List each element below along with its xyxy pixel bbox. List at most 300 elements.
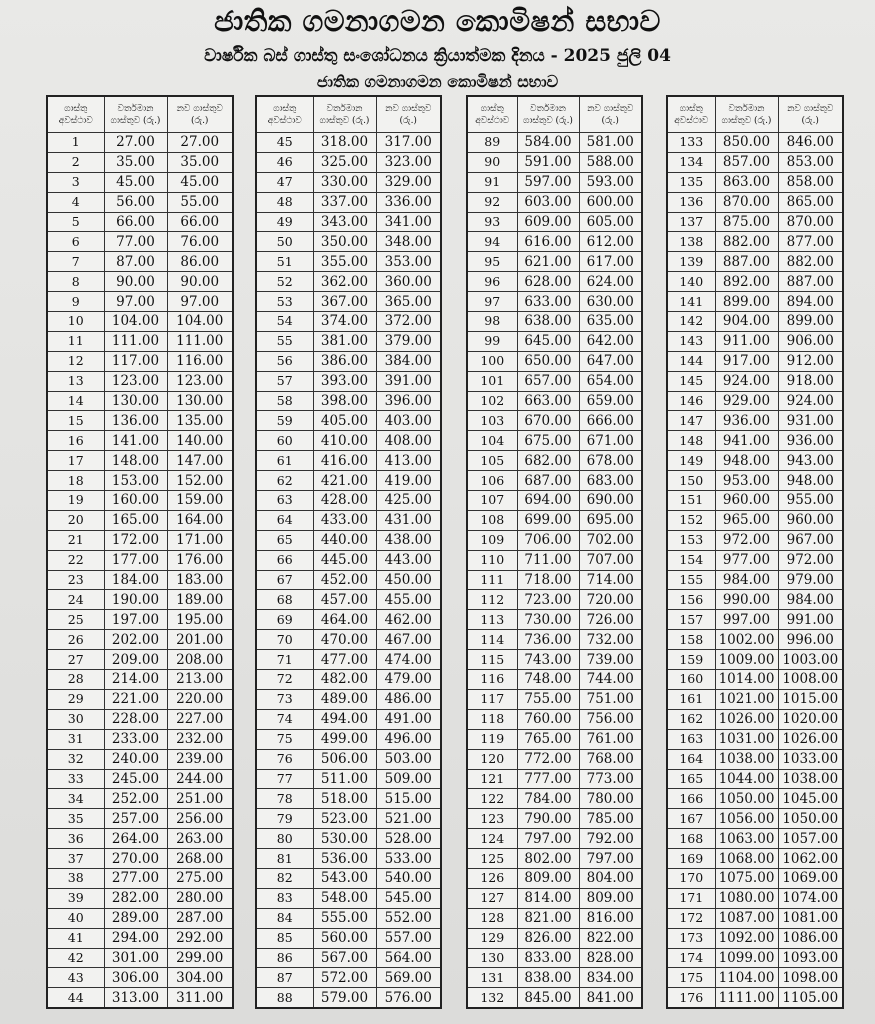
table-row xyxy=(667,292,843,312)
fare-stage-cell: 93 xyxy=(467,212,517,232)
current-fare-cell: 1104.00 xyxy=(715,968,778,988)
fare-stage-cell: 81 xyxy=(256,849,313,869)
table-row xyxy=(47,232,233,252)
new-fare-cell: 828.00 xyxy=(579,948,642,968)
new-fare-cell: 564.00 xyxy=(376,948,441,968)
fare-stage-cell: 11 xyxy=(47,331,104,351)
table-row xyxy=(256,232,441,252)
fare-stage-cell: 26 xyxy=(47,630,104,650)
column-header-stage: ගාස්තු අවස්ථාව xyxy=(47,96,104,133)
table-row xyxy=(667,868,843,888)
new-fare-cell: 960.00 xyxy=(778,510,843,530)
current-fare-cell: 904.00 xyxy=(715,312,778,332)
table-row xyxy=(47,868,233,888)
fare-stage-cell: 82 xyxy=(256,868,313,888)
fare-stage-cell: 104 xyxy=(467,431,517,451)
table-row xyxy=(667,570,843,590)
fare-stage-cell: 126 xyxy=(467,868,517,888)
new-fare-cell: 353.00 xyxy=(376,252,441,272)
current-fare-cell: 706.00 xyxy=(517,530,579,550)
new-fare-cell: 943.00 xyxy=(778,451,843,471)
new-fare-cell: 413.00 xyxy=(376,451,441,471)
table-row xyxy=(467,829,642,849)
new-fare-cell: 268.00 xyxy=(167,849,233,869)
table-row xyxy=(667,769,843,789)
table-row xyxy=(467,292,642,312)
new-fare-cell: 159.00 xyxy=(167,491,233,511)
table-row xyxy=(47,789,233,809)
table-row xyxy=(667,491,843,511)
table-row xyxy=(467,331,642,351)
current-fare-cell: 633.00 xyxy=(517,292,579,312)
new-fare-cell: 365.00 xyxy=(376,292,441,312)
new-fare-cell: 1069.00 xyxy=(778,868,843,888)
current-fare-cell: 1056.00 xyxy=(715,809,778,829)
fare-stage-cell: 103 xyxy=(467,411,517,431)
table-row xyxy=(256,570,441,590)
fare-stage-cell: 62 xyxy=(256,471,313,491)
new-fare-cell: 123.00 xyxy=(167,371,233,391)
current-fare-cell: 66.00 xyxy=(104,212,167,232)
current-fare-cell: 892.00 xyxy=(715,272,778,292)
current-fare-cell: 381.00 xyxy=(313,331,376,351)
new-fare-cell: 292.00 xyxy=(167,928,233,948)
fare-stage-cell: 174 xyxy=(667,948,715,968)
table-row xyxy=(47,252,233,272)
table-row xyxy=(667,948,843,968)
current-fare-cell: 857.00 xyxy=(715,152,778,172)
page-subtitle: වාර්ෂික බස් ගාස්තු සංශෝධනය ක්‍රියාත්මක දිනය - 2025 ජුලි 04 xyxy=(204,46,671,66)
fare-stage-cell: 133 xyxy=(667,133,715,153)
fare-stage-cell: 119 xyxy=(467,729,517,749)
current-fare-cell: 821.00 xyxy=(517,908,579,928)
current-fare-cell: 797.00 xyxy=(517,829,579,849)
current-fare-cell: 148.00 xyxy=(104,451,167,471)
new-fare-cell: 171.00 xyxy=(167,530,233,550)
table-row xyxy=(467,988,642,1008)
current-fare-cell: 965.00 xyxy=(715,510,778,530)
fare-stage-cell: 52 xyxy=(256,272,313,292)
new-fare-cell: 244.00 xyxy=(167,769,233,789)
current-fare-cell: 104.00 xyxy=(104,312,167,332)
table-row xyxy=(47,212,233,232)
current-fare-cell: 777.00 xyxy=(517,769,579,789)
new-fare-cell: 732.00 xyxy=(579,630,642,650)
current-fare-cell: 214.00 xyxy=(104,670,167,690)
page-subtitle-secondary: ජාතික ගමනාගමන කොමිෂන් සභාව xyxy=(316,72,559,91)
table-row xyxy=(256,868,441,888)
new-fare-cell: 569.00 xyxy=(376,968,441,988)
table-row xyxy=(467,610,642,630)
current-fare-cell: 35.00 xyxy=(104,152,167,172)
table-row xyxy=(47,968,233,988)
table-row xyxy=(256,292,441,312)
fare-stage-cell: 169 xyxy=(667,849,715,869)
fare-stage-cell: 131 xyxy=(467,968,517,988)
current-fare-cell: 718.00 xyxy=(517,570,579,590)
fare-stage-cell: 23 xyxy=(47,570,104,590)
table-row xyxy=(256,789,441,809)
new-fare-cell: 1038.00 xyxy=(778,769,843,789)
table-row xyxy=(467,928,642,948)
current-fare-cell: 289.00 xyxy=(104,908,167,928)
fare-stage-cell: 170 xyxy=(667,868,715,888)
current-fare-cell: 489.00 xyxy=(313,689,376,709)
table-row xyxy=(467,968,642,988)
fare-stage-cell: 158 xyxy=(667,630,715,650)
fare-table-1 xyxy=(46,95,234,1009)
fare-stage-cell: 44 xyxy=(47,988,104,1008)
current-fare-cell: 882.00 xyxy=(715,232,778,252)
column-header-current-fare: වර්තමාන ගාස්තුව (රු.) xyxy=(313,96,376,133)
fare-stage-cell: 9 xyxy=(47,292,104,312)
table-row xyxy=(467,192,642,212)
table-row xyxy=(467,689,642,709)
fare-stage-cell: 67 xyxy=(256,570,313,590)
table-row xyxy=(47,491,233,511)
new-fare-cell: 858.00 xyxy=(778,172,843,192)
new-fare-cell: 780.00 xyxy=(579,789,642,809)
fare-stage-cell: 71 xyxy=(256,650,313,670)
table-row xyxy=(47,630,233,650)
current-fare-cell: 960.00 xyxy=(715,491,778,511)
fare-stage-cell: 19 xyxy=(47,491,104,511)
fare-table-3 xyxy=(466,95,643,1009)
new-fare-cell: 887.00 xyxy=(778,272,843,292)
table-row xyxy=(467,729,642,749)
new-fare-cell: 593.00 xyxy=(579,172,642,192)
current-fare-cell: 621.00 xyxy=(517,252,579,272)
fare-stage-cell: 21 xyxy=(47,530,104,550)
current-fare-cell: 393.00 xyxy=(313,371,376,391)
column-header-current-fare: වර්තමාන ගාස්තුව (රු.) xyxy=(104,96,167,133)
current-fare-cell: 499.00 xyxy=(313,729,376,749)
fare-stage-cell: 40 xyxy=(47,908,104,928)
current-fare-cell: 172.00 xyxy=(104,530,167,550)
current-fare-cell: 663.00 xyxy=(517,391,579,411)
current-fare-cell: 650.00 xyxy=(517,351,579,371)
table-row xyxy=(256,729,441,749)
new-fare-cell: 183.00 xyxy=(167,570,233,590)
fare-stage-cell: 143 xyxy=(667,331,715,351)
fare-stage-cell: 114 xyxy=(467,630,517,650)
current-fare-cell: 355.00 xyxy=(313,252,376,272)
current-fare-cell: 772.00 xyxy=(517,749,579,769)
current-fare-cell: 1050.00 xyxy=(715,789,778,809)
table-row xyxy=(467,849,642,869)
fare-stage-cell: 43 xyxy=(47,968,104,988)
fare-stage-cell: 73 xyxy=(256,689,313,709)
current-fare-cell: 760.00 xyxy=(517,709,579,729)
current-fare-cell: 90.00 xyxy=(104,272,167,292)
current-fare-cell: 548.00 xyxy=(313,888,376,908)
fare-stage-cell: 27 xyxy=(47,650,104,670)
current-fare-cell: 1111.00 xyxy=(715,988,778,1008)
fare-stage-cell: 161 xyxy=(667,689,715,709)
table-row xyxy=(256,331,441,351)
current-fare-cell: 694.00 xyxy=(517,491,579,511)
new-fare-cell: 533.00 xyxy=(376,849,441,869)
table-row xyxy=(667,510,843,530)
fare-stage-cell: 83 xyxy=(256,888,313,908)
current-fare-cell: 1068.00 xyxy=(715,849,778,869)
new-fare-cell: 336.00 xyxy=(376,192,441,212)
table-row xyxy=(667,431,843,451)
new-fare-cell: 846.00 xyxy=(778,133,843,153)
fare-stage-cell: 15 xyxy=(47,411,104,431)
current-fare-cell: 165.00 xyxy=(104,510,167,530)
new-fare-cell: 1045.00 xyxy=(778,789,843,809)
fare-stage-cell: 164 xyxy=(667,749,715,769)
table-row xyxy=(467,212,642,232)
new-fare-cell: 726.00 xyxy=(579,610,642,630)
table-row xyxy=(667,371,843,391)
table-row xyxy=(667,670,843,690)
new-fare-cell: 912.00 xyxy=(778,351,843,371)
fare-stage-cell: 132 xyxy=(467,988,517,1008)
table-row xyxy=(256,272,441,292)
new-fare-cell: 1081.00 xyxy=(778,908,843,928)
new-fare-cell: 924.00 xyxy=(778,391,843,411)
table-row xyxy=(47,510,233,530)
new-fare-cell: 450.00 xyxy=(376,570,441,590)
table-row xyxy=(467,570,642,590)
table-row xyxy=(47,431,233,451)
new-fare-cell: 232.00 xyxy=(167,729,233,749)
current-fare-cell: 398.00 xyxy=(313,391,376,411)
new-fare-cell: 882.00 xyxy=(778,252,843,272)
table-row xyxy=(256,510,441,530)
current-fare-cell: 464.00 xyxy=(313,610,376,630)
new-fare-cell: 635.00 xyxy=(579,312,642,332)
current-fare-cell: 638.00 xyxy=(517,312,579,332)
current-fare-cell: 870.00 xyxy=(715,192,778,212)
fare-stage-cell: 102 xyxy=(467,391,517,411)
current-fare-cell: 591.00 xyxy=(517,152,579,172)
page-title: ජාතික ගමනාගමන කොමිෂන් සභාව xyxy=(214,4,661,38)
current-fare-cell: 257.00 xyxy=(104,809,167,829)
table-row xyxy=(47,709,233,729)
current-fare-cell: 445.00 xyxy=(313,550,376,570)
fare-stage-cell: 60 xyxy=(256,431,313,451)
fare-stage-cell: 80 xyxy=(256,829,313,849)
fare-stage-cell: 97 xyxy=(467,292,517,312)
table-row xyxy=(667,610,843,630)
current-fare-cell: 428.00 xyxy=(313,491,376,511)
fare-stage-cell: 146 xyxy=(667,391,715,411)
current-fare-cell: 56.00 xyxy=(104,192,167,212)
table-row xyxy=(47,769,233,789)
current-fare-cell: 130.00 xyxy=(104,391,167,411)
new-fare-cell: 841.00 xyxy=(579,988,642,1008)
current-fare-cell: 523.00 xyxy=(313,809,376,829)
fare-stage-cell: 106 xyxy=(467,471,517,491)
table-row xyxy=(667,650,843,670)
new-fare-cell: 773.00 xyxy=(579,769,642,789)
current-fare-cell: 506.00 xyxy=(313,749,376,769)
current-fare-cell: 723.00 xyxy=(517,590,579,610)
fare-stage-cell: 139 xyxy=(667,252,715,272)
new-fare-cell: 55.00 xyxy=(167,192,233,212)
current-fare-cell: 1092.00 xyxy=(715,928,778,948)
fare-stage-cell: 125 xyxy=(467,849,517,869)
fare-stage-cell: 84 xyxy=(256,908,313,928)
new-fare-cell: 948.00 xyxy=(778,471,843,491)
current-fare-cell: 826.00 xyxy=(517,928,579,948)
new-fare-cell: 201.00 xyxy=(167,630,233,650)
new-fare-cell: 1086.00 xyxy=(778,928,843,948)
current-fare-cell: 924.00 xyxy=(715,371,778,391)
table-row xyxy=(667,272,843,292)
fare-stage-cell: 3 xyxy=(47,172,104,192)
current-fare-cell: 421.00 xyxy=(313,471,376,491)
table-row xyxy=(467,789,642,809)
current-fare-cell: 264.00 xyxy=(104,829,167,849)
fare-stage-cell: 29 xyxy=(47,689,104,709)
table-row xyxy=(256,172,441,192)
table-row xyxy=(256,192,441,212)
new-fare-cell: 744.00 xyxy=(579,670,642,690)
table-row xyxy=(467,272,642,292)
fare-stage-cell: 151 xyxy=(667,491,715,511)
current-fare-cell: 833.00 xyxy=(517,948,579,968)
column-header-new-fare: නව ගාස්තුව (රු.) xyxy=(579,96,642,133)
new-fare-cell: 678.00 xyxy=(579,451,642,471)
fare-stage-cell: 18 xyxy=(47,471,104,491)
current-fare-cell: 386.00 xyxy=(313,351,376,371)
fare-stage-cell: 30 xyxy=(47,709,104,729)
fare-stage-cell: 109 xyxy=(467,530,517,550)
fare-stage-cell: 56 xyxy=(256,351,313,371)
fare-stage-cell: 48 xyxy=(256,192,313,212)
table-row xyxy=(47,908,233,928)
current-fare-cell: 616.00 xyxy=(517,232,579,252)
table-row xyxy=(467,590,642,610)
table-row xyxy=(667,849,843,869)
new-fare-cell: 671.00 xyxy=(579,431,642,451)
current-fare-cell: 136.00 xyxy=(104,411,167,431)
current-fare-cell: 1080.00 xyxy=(715,888,778,908)
current-fare-cell: 572.00 xyxy=(313,968,376,988)
current-fare-cell: 160.00 xyxy=(104,491,167,511)
table-row xyxy=(256,252,441,272)
fare-stage-cell: 88 xyxy=(256,988,313,1008)
current-fare-cell: 977.00 xyxy=(715,550,778,570)
table-row xyxy=(256,829,441,849)
current-fare-cell: 440.00 xyxy=(313,530,376,550)
new-fare-cell: 540.00 xyxy=(376,868,441,888)
current-fare-cell: 929.00 xyxy=(715,391,778,411)
table-row xyxy=(467,252,642,272)
table-row xyxy=(667,312,843,332)
current-fare-cell: 670.00 xyxy=(517,411,579,431)
fare-stage-cell: 121 xyxy=(467,769,517,789)
fare-stage-cell: 147 xyxy=(667,411,715,431)
new-fare-cell: 654.00 xyxy=(579,371,642,391)
new-fare-cell: 761.00 xyxy=(579,729,642,749)
new-fare-cell: 140.00 xyxy=(167,431,233,451)
current-fare-cell: 628.00 xyxy=(517,272,579,292)
fare-stage-cell: 124 xyxy=(467,829,517,849)
fare-stage-cell: 28 xyxy=(47,670,104,690)
fare-stage-cell: 92 xyxy=(467,192,517,212)
table-row xyxy=(667,530,843,550)
current-fare-cell: 350.00 xyxy=(313,232,376,252)
new-fare-cell: 1050.00 xyxy=(778,809,843,829)
current-fare-cell: 875.00 xyxy=(715,212,778,232)
new-fare-cell: 164.00 xyxy=(167,510,233,530)
fare-stage-cell: 78 xyxy=(256,789,313,809)
fare-stage-cell: 100 xyxy=(467,351,517,371)
fare-stage-cell: 105 xyxy=(467,451,517,471)
table-row xyxy=(47,570,233,590)
fare-stage-cell: 168 xyxy=(667,829,715,849)
new-fare-cell: 104.00 xyxy=(167,312,233,332)
table-row xyxy=(667,152,843,172)
table-row xyxy=(667,908,843,928)
current-fare-cell: 1009.00 xyxy=(715,650,778,670)
table-row xyxy=(256,471,441,491)
table-row xyxy=(47,471,233,491)
fare-stage-cell: 160 xyxy=(667,670,715,690)
table-row xyxy=(256,133,441,153)
current-fare-cell: 1002.00 xyxy=(715,630,778,650)
new-fare-cell: 870.00 xyxy=(778,212,843,232)
new-fare-cell: 1015.00 xyxy=(778,689,843,709)
new-fare-cell: 581.00 xyxy=(579,133,642,153)
new-fare-cell: 455.00 xyxy=(376,590,441,610)
table-row xyxy=(667,331,843,351)
new-fare-cell: 479.00 xyxy=(376,670,441,690)
new-fare-cell: 714.00 xyxy=(579,570,642,590)
current-fare-cell: 711.00 xyxy=(517,550,579,570)
current-fare-cell: 1014.00 xyxy=(715,670,778,690)
table-row xyxy=(47,809,233,829)
fare-stage-cell: 33 xyxy=(47,769,104,789)
table-row xyxy=(256,610,441,630)
fare-stage-cell: 120 xyxy=(467,749,517,769)
table-row xyxy=(667,888,843,908)
current-fare-cell: 838.00 xyxy=(517,968,579,988)
current-fare-cell: 1063.00 xyxy=(715,829,778,849)
fare-stage-cell: 155 xyxy=(667,570,715,590)
table-row xyxy=(467,411,642,431)
fare-stage-cell: 94 xyxy=(467,232,517,252)
new-fare-cell: 152.00 xyxy=(167,471,233,491)
new-fare-cell: 877.00 xyxy=(778,232,843,252)
table-row xyxy=(467,630,642,650)
current-fare-cell: 941.00 xyxy=(715,431,778,451)
table-row xyxy=(47,670,233,690)
current-fare-cell: 784.00 xyxy=(517,789,579,809)
new-fare-cell: 76.00 xyxy=(167,232,233,252)
table-row xyxy=(667,411,843,431)
fare-stage-cell: 57 xyxy=(256,371,313,391)
table-row xyxy=(467,391,642,411)
current-fare-cell: 306.00 xyxy=(104,968,167,988)
fare-stage-cell: 113 xyxy=(467,610,517,630)
new-fare-cell: 702.00 xyxy=(579,530,642,550)
table-row xyxy=(256,769,441,789)
table-row xyxy=(467,491,642,511)
fare-stage-cell: 148 xyxy=(667,431,715,451)
new-fare-cell: 1020.00 xyxy=(778,709,843,729)
table-row xyxy=(256,630,441,650)
table-row xyxy=(47,312,233,332)
current-fare-cell: 555.00 xyxy=(313,908,376,928)
fare-stage-cell: 122 xyxy=(467,789,517,809)
current-fare-cell: 790.00 xyxy=(517,809,579,829)
